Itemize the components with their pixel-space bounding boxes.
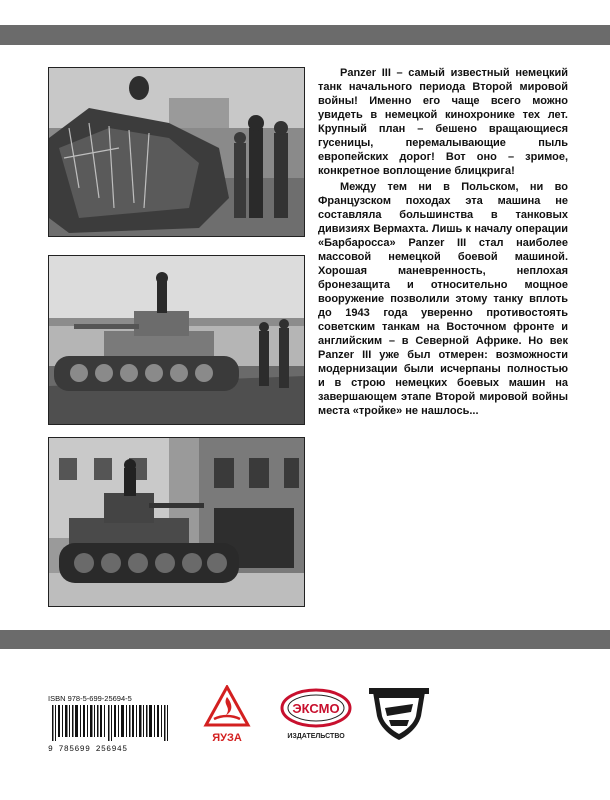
photo-tank-field — [48, 255, 305, 425]
yauza-logo-icon — [202, 685, 252, 747]
description-paragraph-1: Panzer III – самый известный немецкий танк начального периода Второй мировой войны! Именно его чаще всего можно увидеть в немецкой кинохронике тех лет. Крупный план – бешено вращающиеся гусеницы, перемалывающие пыль европейских дорог! Вот оно – зримое, конкретное воплощение блицкрига! — [318, 67, 568, 177]
barcode-number: 9 785699 256945 — [48, 745, 128, 754]
isbn-block — [48, 694, 178, 754]
photo-tank-street — [48, 437, 305, 607]
description-paragraph-2: Между тем ни в Польском, ни во Французском походах эта машина не составляла большинства в танковых дивизиях Вермахта. Лишь к началу операции «Барбаросса» Panzer III стал наиболее массовой немецкой боевой машиной. Хорошая маневренность, неплохая бронезащита и относительно мощное вооружение позволили этому танку вплоть до 1943 года уверенно противостоять советским танкам на Восточном фронте и английским – в Северной Африке. Но век Panzer III уже был отмерен: возможности модернизации были исчерпаны полностью и в строю немецких боевых машин на завершающем этапе Второй мировой войны места «тройке» не нашлось... — [318, 181, 568, 417]
barcode-icon — [48, 705, 178, 741]
yauza-logo-text: ЯУЗА — [212, 732, 242, 744]
bottom-gray-band — [0, 630, 610, 649]
top-gray-band — [0, 25, 610, 45]
cover-description — [318, 66, 568, 420]
eksmo-logo-text: ЭКСМО — [292, 701, 340, 716]
eksmo-logo-subtext: ИЗДАТЕЛЬСТВО — [287, 733, 345, 740]
isbn-label: ISBN 978-5-699-25694-5 — [48, 694, 132, 703]
eksmo-logo-icon — [278, 686, 354, 742]
series-shield-logo-icon — [367, 686, 431, 744]
photo-tank-camouflage — [48, 67, 305, 237]
